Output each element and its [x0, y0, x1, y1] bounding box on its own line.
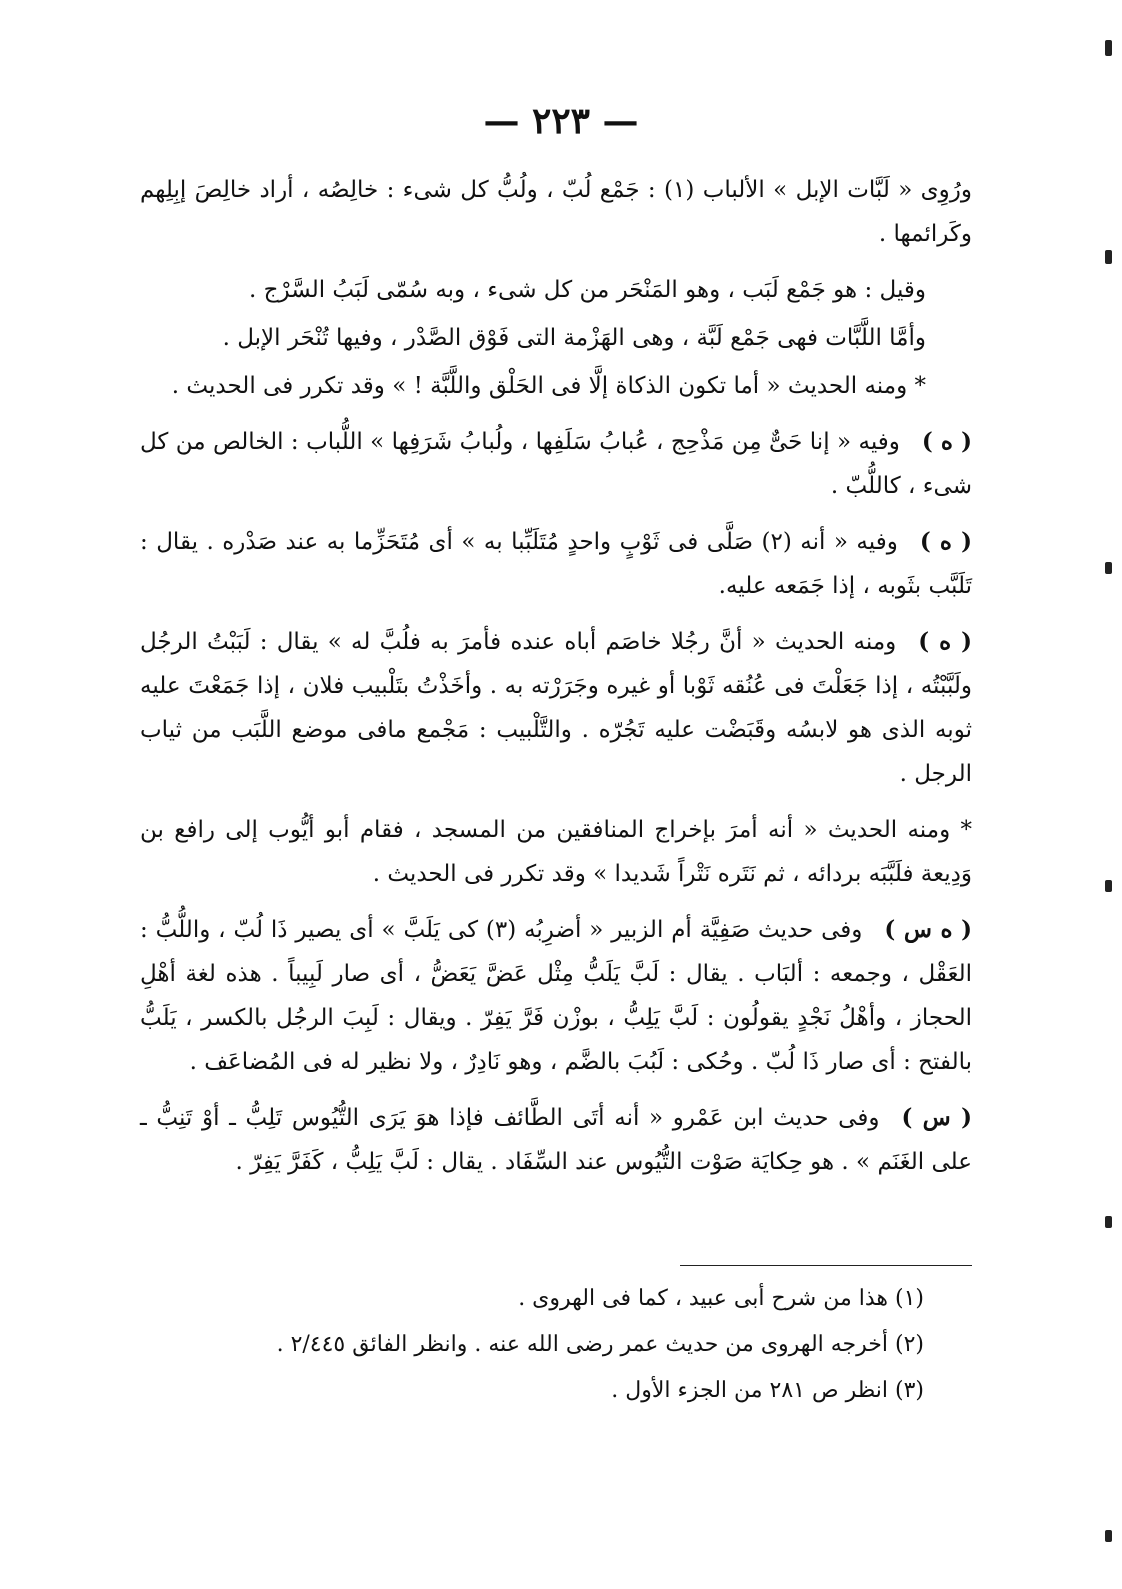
paragraph-text: ومنه الحديث « أنَّ رجُلا خاصَم أباه عنده فأمرَ به فلُبَّ له » يقال : لَبَبْتُ الرجُل ولَبَّبْتُه ، إذا جَعَلْتَ فى عُنُقه ثَوْبا أو غيره وجَرَرْته به . وأخَذْتُ بتَلْبيب فلان ، إذا جَمَعْتَ عليه ثوبه الذى هو لابسُه وقَبَضْت عليه تَجُرّه . والتَّلْبيب : مَجْمع مافى موضع اللَّبَب من ثياب الرجل . — [140, 629, 972, 787]
paragraph-text: * ومنه الحديث « أما تكون الذكاة إلَّا فى الحَلْق واللَّبَّة ! » وقد تكرر فى الحديث . — [171, 373, 926, 399]
main-text — [140, 168, 972, 1196]
paragraph-text: وفى حديث ابن عَمْرو « أنه أتَى الطَّائف فإذا هوَ يَرَى التُّيُوس تَلِبُّ ـ أوْ تَنِبُّ ـ على الغَنَم » . هو حِكايَة صَوْت التُّيُوس عند السِّفَاد . يقال : لَبَّ يَلِبُّ ، كَفَرَّ يَفِرّ . — [140, 1105, 972, 1175]
paragraph — [140, 364, 972, 408]
paragraph — [140, 1096, 972, 1184]
paragraph-text: وفى حديث صَفِيَّة أم الزبير « أضرِبُه (٣) كى يَلَبَّ » أى يصير ذَا لُبّ ، واللُّبُّ : العَقْل ، وجمعه : ألبَاب . يقال : لَبَّ يَلَبُّ مِثْل عَضَّ يَعَضُّ ، أى صار لَبِيباً . هذه لغة أهْلِ الحجاز ، وأهْلُ نَجْدٍ يقولُون : لَبَّ يَلِبُّ ، بوزْن فَرَّ يَفِرّ . ويقال : لَبِبَ الرجُل بالكسر ، يَلَبُّ بالفتح : أى صار ذَا لُبّ . وحُكى : لَبُبَ بالضَّم ، وهو نَادِرٌ ، ولا نظير له فى المُضاعَف . — [140, 917, 972, 1075]
paragraph-text: وفيه « إنا حَىٌّ مِن مَذْحِج ، عُبابُ سَلَفِها ، ولُبابُ شَرَفِها » اللُّباب : الخالص من كل شىء ، كاللُّبّ . — [140, 429, 972, 499]
paragraph — [140, 520, 972, 608]
source-tag: ( ه ) — [918, 628, 972, 655]
paragraph — [140, 808, 972, 896]
scan-edge-mark — [1105, 880, 1112, 892]
paragraph — [140, 620, 972, 796]
paragraph — [140, 908, 972, 1084]
paragraph — [140, 316, 972, 360]
paragraph-text: وفيه « أنه (٢) صَلَّى فى ثَوْبٍ واحدٍ مُتَلَبِّبا به » أى مُتَحَزِّما به عند صَدْره . يقال : تَلَبَّب بثَوبه ، إذا جَمَعه عليه. — [140, 529, 972, 599]
paragraph-text: وأمَّا اللَّبَّات فهى جَمْع لَبَّة ، وهى الهَزْمة التى فَوْق الصَّدْر ، وفيها تُنْحَر الإبل . — [222, 325, 926, 351]
scan-edge-mark — [1105, 562, 1112, 574]
footnote: (٢) أخرجه الهروى من حديث عمر رضى الله عنه . وانظر الفائق ٢/٤٤٥ . — [276, 1332, 924, 1357]
footnote-divider — [680, 1265, 972, 1266]
paragraph — [140, 420, 972, 508]
scan-edge-mark — [1105, 1530, 1112, 1542]
footnote: (٣) انظر ص ٢٨١ من الجزء الأول . — [611, 1378, 924, 1403]
source-tag: ( ه ) — [919, 528, 972, 555]
paragraph — [140, 268, 972, 312]
paragraph-text: * ومنه الحديث « أنه أمرَ بإخراج المنافقين من المسجد ، فقام أبو أيُّوب إلى رافع بن وَدِيعة فلَبَّبَه بردائه ، ثم نَتَره نَتْراً شَديدا » وقد تكرر فى الحديث . — [140, 817, 972, 887]
paragraph-text: ورُوِى « لَبَّات الإبل » الألباب (١) : جَمْع لُبّ ، ولُبُّ كل شىء : خالِصُه ، أراد خالِصَ إبِلِهم وكَرائمها . — [140, 177, 972, 247]
source-tag: ( ه س ) — [884, 916, 972, 943]
source-tag: ( س ) — [901, 1104, 973, 1131]
paragraph — [140, 168, 972, 256]
scan-edge-mark — [1105, 40, 1112, 56]
footnote: (١) هذا من شرح أبى عبيد ، كما فى الهروى . — [518, 1286, 924, 1311]
source-tag: ( ه ) — [921, 428, 972, 455]
footnotes — [140, 1276, 924, 1414]
paragraph-text: وقيل : هو جَمْع لَبَب ، وهو المَنْحَر من كل شىء ، وبه سُمّى لَبَبُ السَّرْج . — [249, 277, 926, 303]
page-number: — ٢٢٣ — — [483, 100, 639, 142]
scan-edge-mark — [1105, 1216, 1112, 1228]
scan-edge-mark — [1105, 250, 1112, 264]
